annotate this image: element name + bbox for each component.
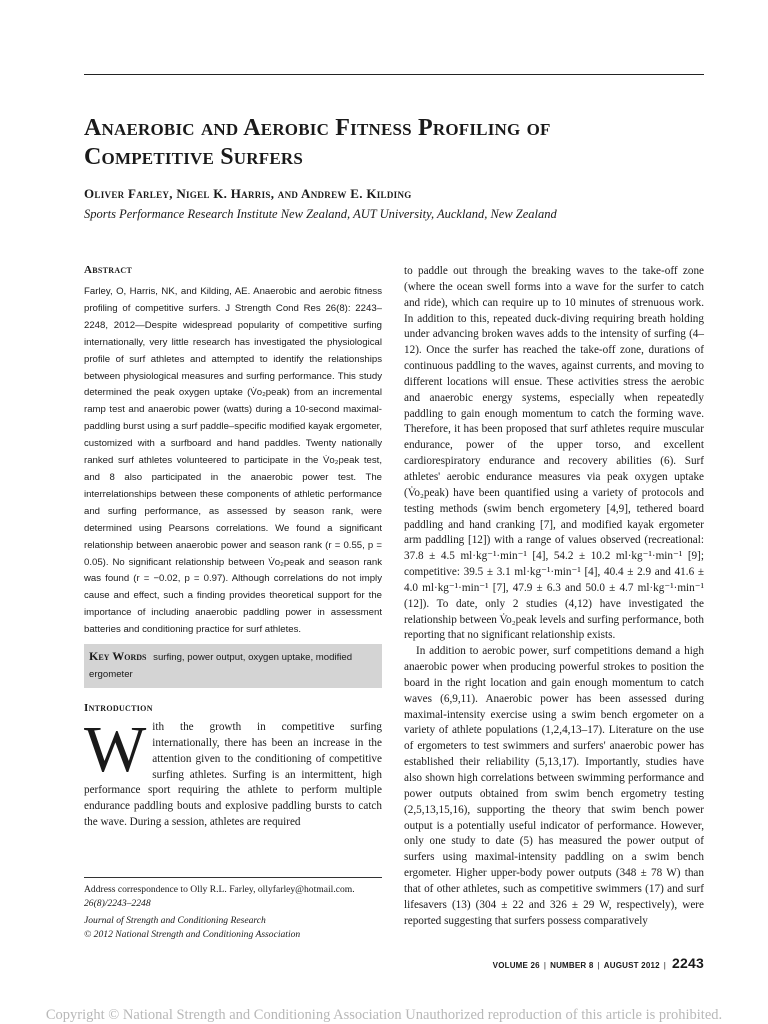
citation-range: 26(8)/2243–2248 bbox=[84, 897, 151, 909]
correspondence-footnote bbox=[84, 877, 382, 941]
issue-date: AUGUST 2012 bbox=[603, 961, 660, 970]
right-column bbox=[404, 264, 704, 929]
introduction-paragraph bbox=[84, 713, 382, 831]
keywords-label: Key Words bbox=[89, 649, 147, 664]
body-paragraph-1: to paddle out through the breaking waves to the take-off zone (where the ocean swell forms into a wave for the surfer to catch and ride), which can require up to 10 minutes of strenuous work. In addition to this, repeated duck-diving requiring breath holding under advancing broken waves adds to the intensity of surfing (4–12). Once the surfer has reached the take-off zone, durations of continuous paddling to the waves, against currents, and moving to different locations will ensue. These activities stress the aerobic and anaerobic energy systems, especially when repeatedly paddling to gain enough momentum to catch the forming wave. Therefore, it has been proposed that surf athletes require muscular endurance, power of the upper torso, and excellent cardiorespiratory endurance and recovery abilities (6). Surf athletes' aerobic endurance measures via peak oxygen uptake (V̇o₂peak) have been quantified using a variety of protocols and testing methods (swim bench ergometery [4,9], tethered board paddling and hand cranking [7], and modified kayak ergometer arm paddling [12]) with a range of values observed (recreational: 37.8 ± 4.5 ml·kg⁻¹·min⁻¹ [4], 54.2 ± 10.2 ml·kg⁻¹·min⁻¹ [9]; competitive: 39.5 ± 3.1 ml·kg⁻¹·min⁻¹ [4], 40.4 ± 2.9 and 41.6 ± 4.0 ml·kg⁻¹·min⁻¹ [7], 47.9 ± 6.3 and 50.0 ± 4.7 ml·kg⁻¹·min⁻¹ (12]). To date, only 2 studies (4,12) have investigated the relationship between V̇o₂peak levels and surfing performance, both reporting that no significant relationship exists. bbox=[404, 265, 704, 642]
keywords-text: surfing, power output, oxygen uptake, modified ergometer bbox=[89, 652, 353, 681]
paper-title bbox=[84, 114, 704, 172]
correspondence-address: Address correspondence to Olly R.L. Farley, ollyfarley@hotmail.com. bbox=[84, 884, 355, 895]
volume-label: VOLUME 26 bbox=[492, 961, 540, 970]
title-line-2: Competitive Surfers bbox=[84, 144, 304, 170]
drop-cap: W bbox=[84, 713, 147, 787]
top-rule bbox=[84, 74, 704, 75]
body-paragraph-2: In addition to aerobic power, surf competitions demand a high anaerobic power when producing powerful strokes to position the board in the right location and gain enough momentum to catch waves (6,9,11). Anaerobic power has been assessed during maximal-intensity exercise using a swim bench ergometer on a variety of athlete populations (1,2,4,13–17). Literature on the use of ergometers to test swimmers and surfers' anaerobic power has established their reliability (5,13,17). Importantly, studies have also shown high correlations between swimming performance and power outputs obtained from swim bench ergometry testing (2,5,13,15,16), supporting the theory that swim bench power output is a potentially useful indicator of performance. However, only one study to date (5) has measured the power output of surfers using maximal-intensity paddling on a swim bench ergometer. Higher upper-body power outputs (348 ± 78 W) than that of other athletes, such as competitive swimmers (17) and surf lifesavers (13) (304 ± 22 and 326 ± 29 W, respectively), were reported suggesting that surfers possess comparatively bbox=[404, 645, 704, 927]
page-number: 2243 bbox=[672, 955, 704, 971]
issue-number: NUMBER 8 bbox=[550, 961, 594, 970]
title-line-1: Anaerobic and Aerobic Fitness Profiling of bbox=[84, 115, 551, 141]
introduction-text: ith the growth in competitive surfing internationally, there has been an increase in the attention given to the conditioning of competitive surfing athletes. Surfing is an intermittent, high performance sport requiring the athlete to perform multiple endurance paddling bouts and explosive paddling bursts to catch the wave. During a session, athletes are required bbox=[84, 721, 382, 829]
abstract-heading: Abstract bbox=[84, 264, 133, 276]
keywords-box bbox=[84, 644, 382, 688]
copyright-watermark: Copyright © National Strength and Conditioning Association Unauthorized reproduction of this article is prohibited. bbox=[45, 1007, 723, 1023]
left-column bbox=[84, 264, 382, 831]
page-footer: VOLUME 26 | NUMBER 8 | AUGUST 2012 | 2243 bbox=[492, 955, 704, 971]
journal-name: Journal of Strength and Conditioning Research bbox=[84, 915, 266, 926]
affiliation: Sports Performance Research Institute New Zealand, AUT University, Auckland, New Zealand bbox=[84, 207, 557, 221]
abstract-text: Farley, O, Harris, NK, and Kilding, AE. Anaerobic and aerobic fitness profiling of competitive surfers. J Strength Cond Res 26(8): 2243–2248, 2012—Despite widespread popularity of competitive surfing internationally, very little research has investigated the physiological profile of surf athletes and attempted to identify the relationships between physiological measures and surfing performance. This study determined the peak oxygen uptake (V̇o₂peak) from an incremental ramp test and anaerobic power (watts) during a 10-second maximal-paddling burst using a surf paddle–specific modified kayak ergometer, customized with a surfboard and hand paddles. Twenty nationally ranked surf athletes volunteered to participate in the V̇o₂peak test, and 8 also participated in the anaerobic power test. The interrelationships between these components of athletic performance and surfing performance, as assessed by season rank, were determined using Pearsons correlations. We found a significant relationship between anaerobic power and season rank (r = 0.55, p = 0.05). No significant relationship between V̇o₂peak and season rank was found (r = −0.02, p = 0.97). Although correlations do not imply cause and effect, such a finding provides theoretical support for the importance of including anaerobic paddling power in assessment batteries and conditioning practice for surf athletes. bbox=[84, 286, 382, 636]
copyright-line: © 2012 National Strength and Conditioning Association bbox=[84, 928, 301, 940]
introduction-heading: Introduction bbox=[84, 702, 153, 715]
author-list: Oliver Farley, Nigel K. Harris, and Andrew E. Kilding bbox=[84, 186, 412, 201]
